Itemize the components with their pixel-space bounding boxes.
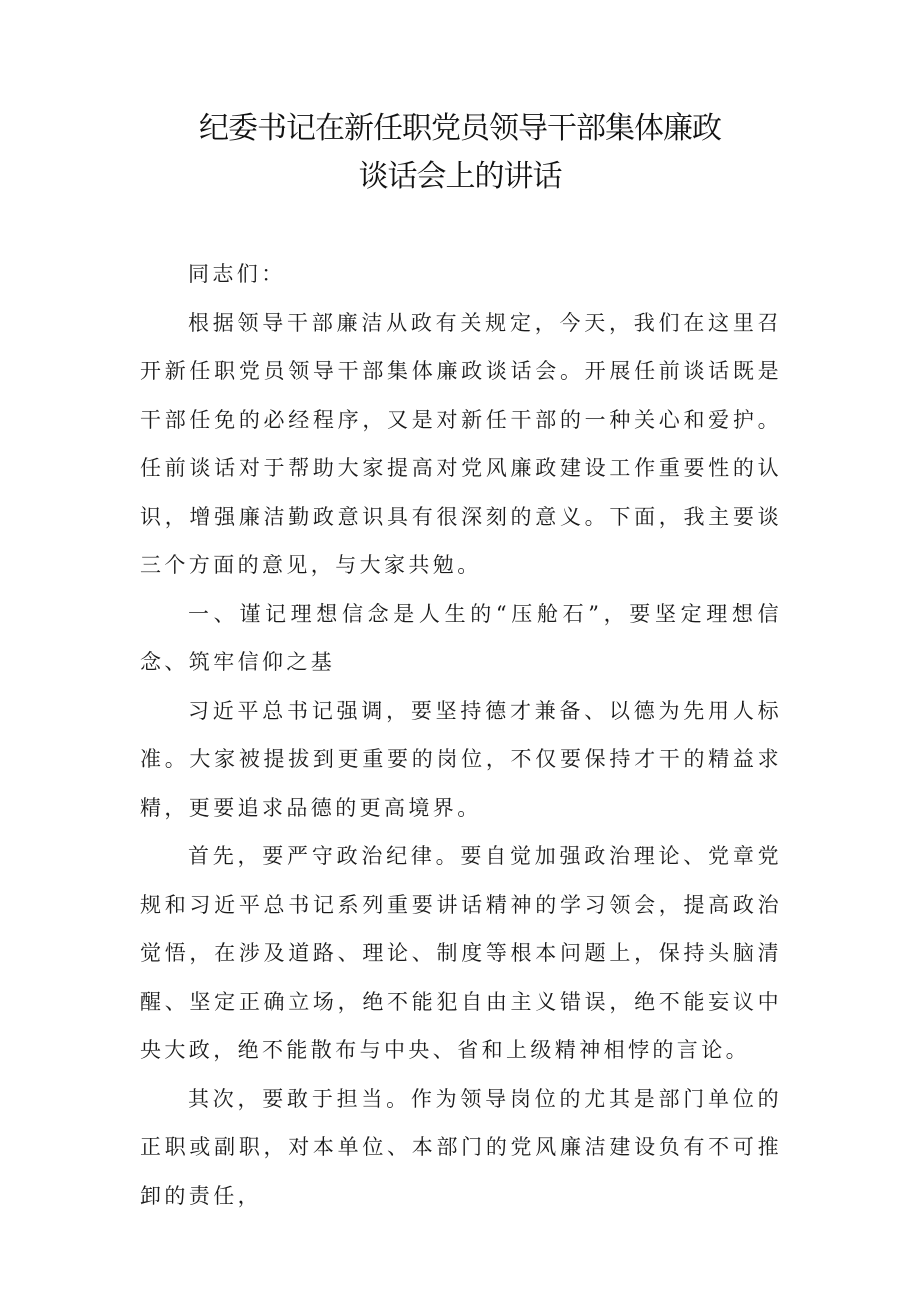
salutation: 同志们： xyxy=(188,262,286,286)
paragraph-intro: 根据领导干部廉洁从政有关规定，今天，我们在这里召开新任职党员领导干部集体廉政谈话会。开展任前谈话既是干部任免的必经程序，又是对新任干部的一种关心和爱护。任前谈话对于帮助大家提高对党风廉政建设工作重要性的认识，增强廉洁勤政意识具有很深刻的意义。下面，我主要谈三个方面的意见，与大家共勉。 xyxy=(140,310,782,577)
document-title-line-2: 谈话会上的讲话 xyxy=(358,159,562,194)
document-body xyxy=(140,250,782,1220)
paragraph-2: 首先，要严守政治纪律。要自觉加强政治理论、党章党规和习近平总书记系列重要讲话精神的学习领会，提高政治觉悟，在涉及道路、理论、制度等根本问题上，保持头脑清醒、坚定正确立场，绝不能犯自由主义错误，绝不能妄议中央大政，绝不能散布与中央、省和上级精神相悖的言论。 xyxy=(140,844,782,1062)
paragraph-3: 其次，要敢于担当。作为领导岗位的尤其是部门单位的正职或副职，对本单位、本部门的党风廉洁建设负有不可推卸的责任， xyxy=(140,1086,782,1208)
paragraph-1: 习近平总书记强调，要坚持德才兼备、以德为先用人标准。大家被提拔到更重要的岗位，不仅要保持才干的精益求精，更要追求品德的更高境界。 xyxy=(140,698,782,820)
section-heading-1: 一、谨记理想信念是人生的“压舱石”，要坚定理想信念、筑牢信仰之基 xyxy=(140,601,782,674)
document-title-line-1: 纪委书记在新任职党员领导干部集体廉政 xyxy=(199,111,721,146)
